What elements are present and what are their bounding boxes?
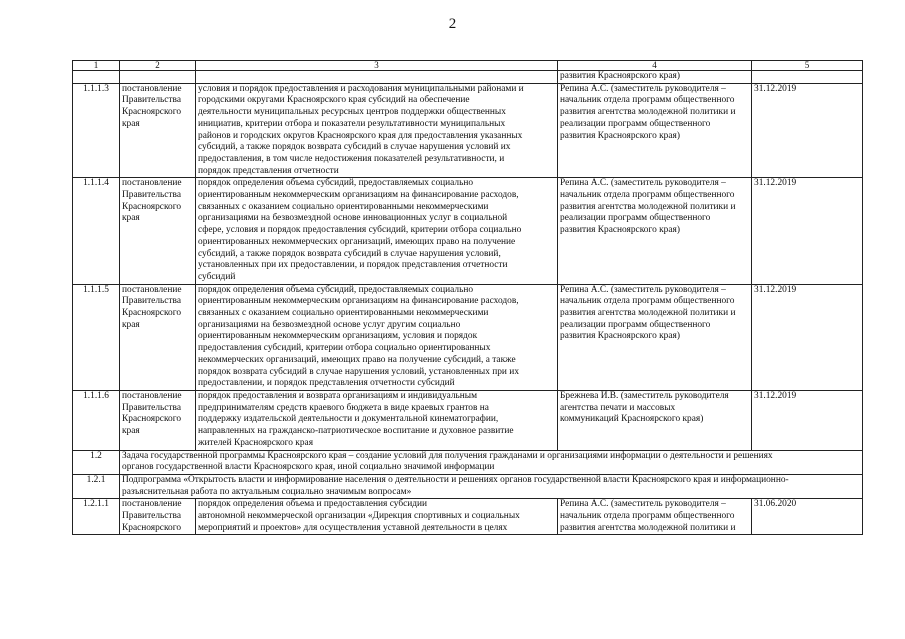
table-row — [73, 284, 863, 390]
column-header: 4 — [558, 61, 752, 71]
continuation-row — [73, 71, 863, 84]
continuation-text: развития Красноярского края) — [558, 71, 752, 84]
document-type: постановление Правительства Красноярского края — [120, 284, 196, 390]
row-number: 1.1.1.3 — [73, 83, 120, 178]
document-type: постановление Правительства Красноярского края — [120, 390, 196, 450]
responsible-person: Репина А.С. (заместитель руководителя – начальник отдела программ общественного развития агентства молодежной политики и реализации программ общественного развития Красноярского края) — [558, 83, 752, 178]
column-header: 2 — [120, 61, 196, 71]
column-header: 1 — [73, 61, 120, 71]
document-type: постановление Правительства Красноярского края — [120, 178, 196, 284]
column-header: 3 — [196, 61, 558, 71]
document-type: постановление Правительства Красноярского края — [120, 83, 196, 178]
document-description: порядок определения объема субсидий, предоставляемых социально ориентированным некоммерческим организациям на финансирование расходов, связанных с оказанием социально ориентированными некоммерческими организациями на безвозмездной основе инновационных услуг в социальной сфере, условия и порядок предоставления субсидий, критерии отбора социально ориентированных некоммерческих организаций, имеющих право на получение субсидий, а также порядок возврата субсидий в случае нарушения условий, установленных при их предоставлении, и порядок представления отчетности субсидий — [196, 178, 558, 284]
task-row — [73, 450, 863, 474]
row-number: 1.2.1 — [73, 474, 120, 498]
row-number: 1.2.1.1 — [73, 499, 120, 535]
responsible-person: Репина А.С. (заместитель руководителя – начальник отдела программ общественного развития агентства молодежной политики и реализации программ общественного развития Красноярского края) — [558, 178, 752, 284]
deadline-date: 31.12.2019 — [752, 284, 863, 390]
deadline-date: 31.12.2019 — [752, 83, 863, 178]
subprogram-description: Подпрограмма «Открытость власти и информирование населения о деятельности и решениях органов государственной власти Красноярского края и информационно- разъяснительная работа по актуальным социально значимым вопросам» — [120, 474, 863, 498]
document-description: порядок определения объема субсидий, предоставляемых социально ориентированным некоммерческим организациям на финансирование расходов, связанных с оказанием социально ориентированными некоммерческими организациями на безвозмездной основе услуг другим социально ориентированным некоммерческим организациям, условия и порядок предоставления субсидий, критерии отбора социально ориентированных некоммерческих организаций, имеющих право на получение субсидий, а также порядок возврата субсидий в случае нарушения условий, установленных при их предоставлении, и порядок представления отчетности субсидий — [196, 284, 558, 390]
plan-table — [72, 60, 863, 535]
row-number: 1.1.1.5 — [73, 284, 120, 390]
table-row — [73, 178, 863, 284]
document-description: порядок предоставления и возврата организациям и индивидуальным предпринимателям средств краевого бюджета в виде краевых грантов на поддержку издательской деятельности и документальной кинематографии, направленных на гражданско-патриотическое воспитание и духовное развитие жителей Красноярского края — [196, 390, 558, 450]
deadline-date: 31.06.2020 — [752, 499, 863, 535]
table-row — [73, 390, 863, 450]
deadline-date: 31.12.2019 — [752, 390, 863, 450]
document-description: порядок определения объема и предоставления субсидии автономной некоммерческой организации «Дирекция спортивных и социальных мероприятий и проектов» для осуществления уставной деятельности в целях — [196, 499, 558, 535]
page-number: 2 — [448, 16, 457, 32]
document-type: постановление Правительства Красноярского — [120, 499, 196, 535]
subprogram-row — [73, 474, 863, 498]
task-description: Задача государственной программы Красноярского края – создание условий для получения гражданами и организациями информации о деятельности и решениях органов государственной власти Красноярского края, иной социально значимой информации — [120, 450, 863, 474]
table-row — [73, 83, 863, 178]
document-description: условия и порядок предоставления и расходования муниципальными районами и городскими округами Красноярского края субсидий на обеспечение деятельности муниципальных ресурсных центров поддержки общественных инициатив, критерии отбора и показатели результативности муниципальных районов и городских округов Красноярского края для предоставления указанных субсидий, а также порядок возврата субсидий в случае нарушения условий их предоставления, в том числе недостижения показателей результативности, и порядок представления отчетности — [196, 83, 558, 178]
responsible-person: Репина А.С. (заместитель руководителя – начальник отдела программ общественного развития агентства молодежной политики и — [558, 499, 752, 535]
responsible-person: Брежнева И.В. (заместитель руководителя агентства печати и массовых коммуникаций Красноярского края) — [558, 390, 752, 450]
column-header: 5 — [752, 61, 863, 71]
deadline-date: 31.12.2019 — [752, 178, 863, 284]
table-row — [73, 499, 863, 535]
row-number: 1.2 — [73, 450, 120, 474]
column-number-row — [73, 61, 863, 71]
responsible-person: Репина А.С. (заместитель руководителя – начальник отдела программ общественного развития агентства молодежной политики и реализации программ общественного развития Красноярского края) — [558, 284, 752, 390]
row-number: 1.1.1.6 — [73, 390, 120, 450]
row-number: 1.1.1.4 — [73, 178, 120, 284]
